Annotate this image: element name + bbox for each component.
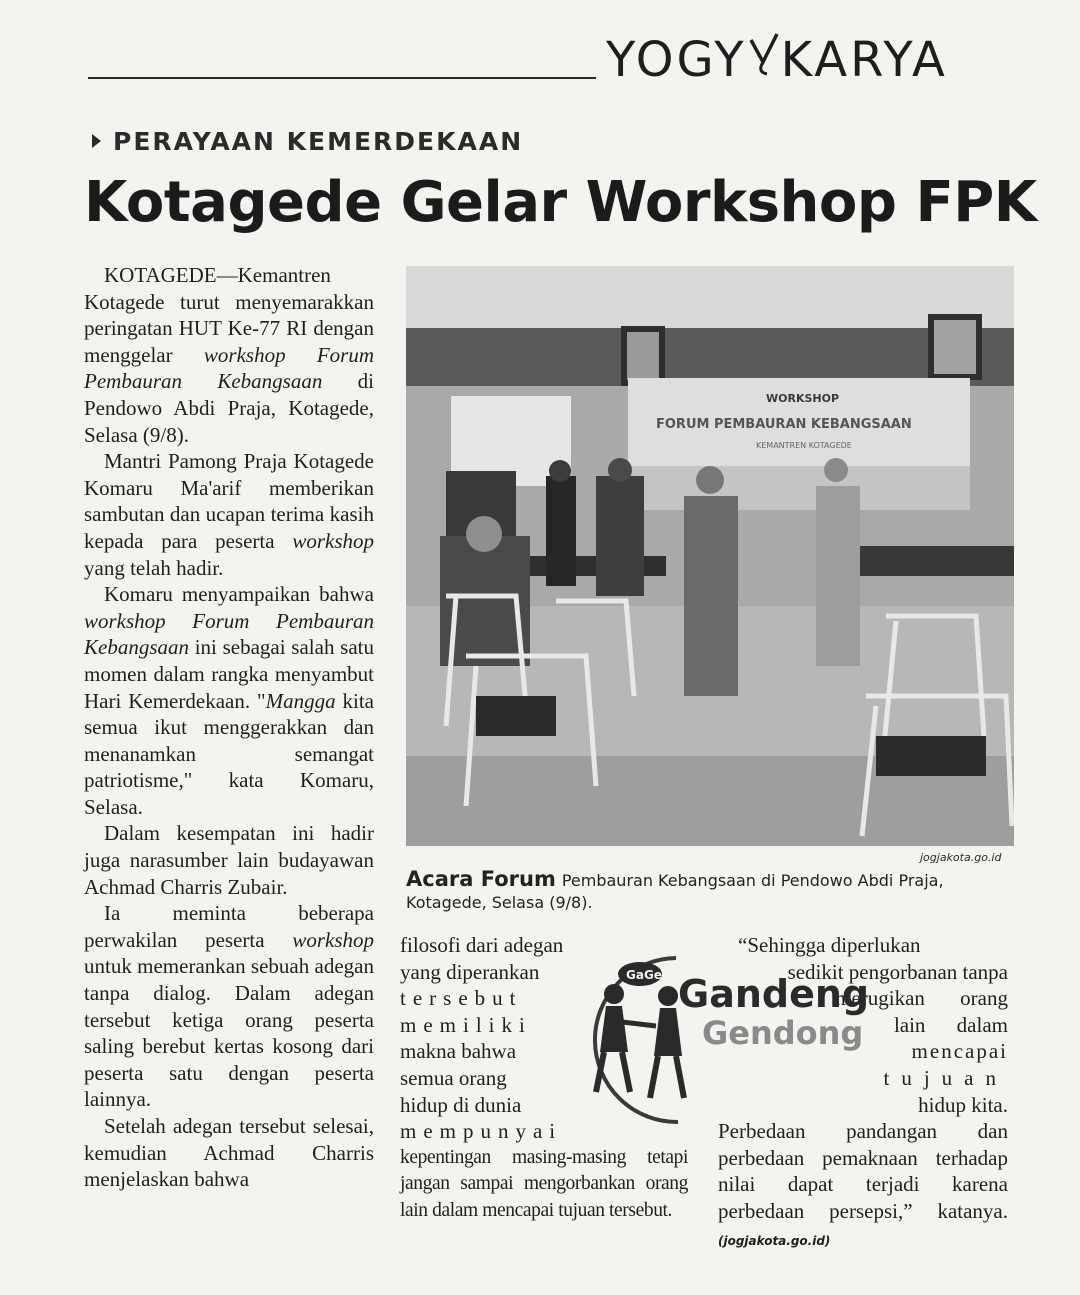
masthead-rule bbox=[88, 77, 596, 79]
masthead bbox=[606, 28, 948, 88]
article-column-3: “Sehingga diperlukan sedikit pengorbanan tanpa merugikan orang lain dalam mencapai tujuan hidup kita. Perbedaan pandangan dan perbedaan pemaknaan terhadap nilai dapat terjadi karena perbedaan persepsi,” katanya. (jogjakota.go.id) bbox=[718, 932, 1008, 1254]
logo-badge: GaGe bbox=[626, 968, 662, 982]
masthead-hook-icon bbox=[747, 28, 781, 84]
caption-lead: Acara Forum bbox=[406, 867, 556, 891]
col2-rest: kepentingan masing-masing tetapi jangan sampai mengorbankan orang lain dalam mencapai tujuan tersebut. bbox=[400, 1146, 688, 1221]
logo-word-1: Gandeng bbox=[678, 972, 870, 1016]
news-photo bbox=[406, 266, 1014, 846]
masthead-right: KARYA bbox=[780, 32, 948, 88]
paragraph-3: Komaru menyampaikan bahwa workshop Forum Pembauran Kebangsaan ini sebagai salah satu momen dalam rangka menyambut Hari Kemerdekaan. "Mangga kita semua ikut menggerakkan dan menanamkan semangat patriotisme," kata Komaru, Selasa. bbox=[84, 582, 374, 819]
paragraph-2: Mantri Pamong Praja Kotagede Komaru Ma'arif memberikan sambutan dan ucapan terima kasih kepada para peserta workshop yang telah hadir. bbox=[84, 449, 374, 580]
banner-sub: KEMANTREN KOTAGEDE bbox=[756, 441, 852, 450]
paragraph-1: KOTAGEDE—Kemantren Kotagede turut menyemarakkan peringatan HUT Ke-77 RI dengan menggelar workshop Forum Pembauran Kebangsaan di Pendowo Abdi Praja, Kotagede, Selasa (9/8). bbox=[84, 263, 374, 447]
triangle-icon bbox=[92, 134, 101, 148]
paragraph-4: Dalam kesempatan ini hadir juga narasumber lain budayawan Achmad Charris Zubair. bbox=[84, 821, 374, 899]
source-tag: (jogjakota.go.id) bbox=[718, 1233, 831, 1248]
kicker-text: PERAYAAN KEMERDEKAAN bbox=[113, 127, 524, 156]
article-column-1 bbox=[84, 262, 374, 1193]
photo-caption bbox=[406, 868, 1014, 914]
paragraph-6: Setelah adegan tersebut selesai, kemudian Achmad Charris menjelaskan bahwa bbox=[84, 1114, 374, 1192]
photo-credit: jogjakota.go.id bbox=[920, 851, 1002, 864]
banner-title: FORUM PEMBAURAN KEBANGSAAN bbox=[656, 417, 912, 432]
caption-text: Pembauran Kebangsaan di Pendowo Abdi Praja, Kotagede, Selasa (9/8). bbox=[406, 871, 944, 912]
gandeng-gendong-logo bbox=[556, 952, 876, 1128]
article-column-2: filosofi dari adegan yang diperankan tersebut memiliki makna bahwa semua orang hidup di dunia mempunyai kepentingan masing-masing tetapi jangan sampai mengorbankan orang lain dalam mencapai tujuan tersebut. bbox=[400, 932, 688, 1225]
section-kicker bbox=[92, 127, 523, 156]
masthead-left: YOGY bbox=[606, 32, 747, 88]
logo-word-2: Gendong bbox=[702, 1014, 864, 1052]
banner-top: WORKSHOP bbox=[766, 392, 840, 405]
paragraph-5: Ia meminta beberapa perwakilan peserta workshop untuk memerankan sebuah adegan tanpa dialog. Dalam adegan tersebut ketiga orang peserta saling berebut kertas kosong dari peserta satu dengan peserta lainnya. bbox=[84, 901, 374, 1112]
col3-rest: Perbedaan pandangan dan perbedaan pemaknaan terhadap nilai dapat terjadi karena perbedaan persepsi,” katanya. (jogjakota.go.id) bbox=[718, 1119, 1008, 1248]
headline: Kotagede Gelar Workshop FPK bbox=[84, 170, 1037, 235]
